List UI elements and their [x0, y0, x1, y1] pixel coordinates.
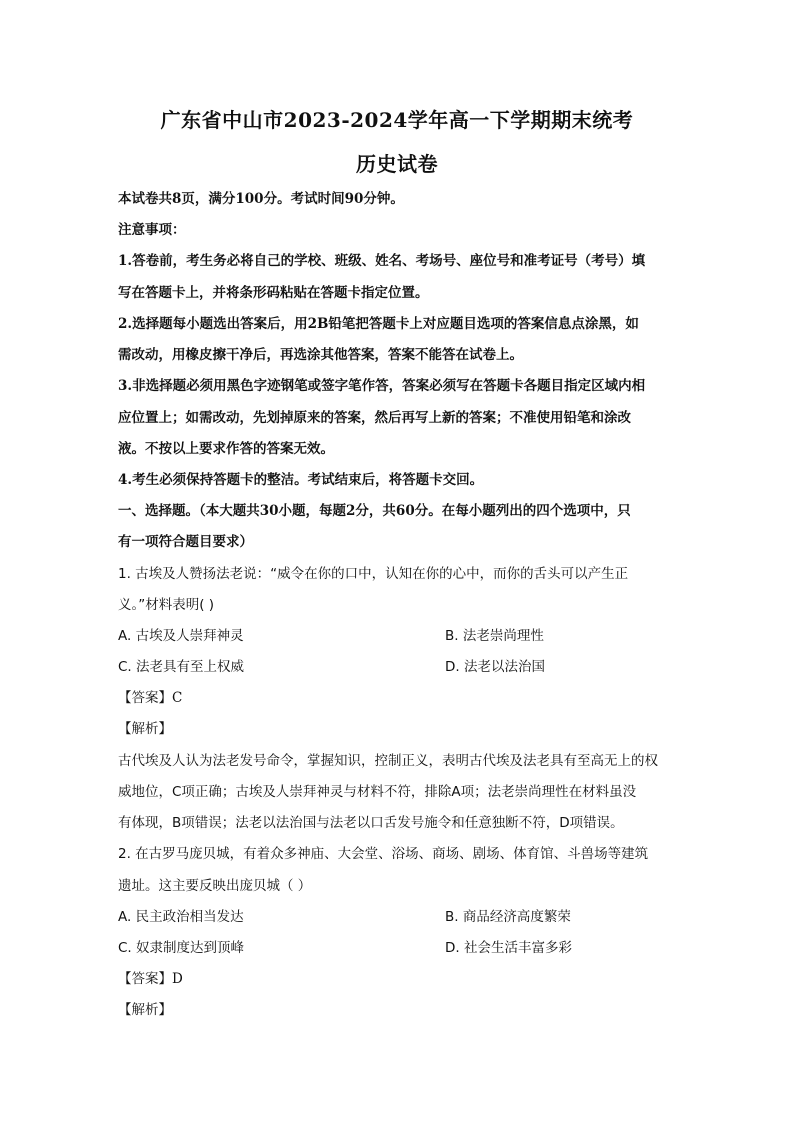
option-c: C. 法老具有至上权威 [118, 659, 245, 675]
answer-label: 【答案】D [118, 971, 183, 987]
question-stem: 1. 古埃及人赞扬法老说：“威令在你的口中，认知在你的心中，而你的舌头可以产生正 [118, 566, 629, 582]
exam-subtitle: 历史试卷 [356, 152, 438, 176]
notice-line: 1.答卷前，考生务必将自己的学校、班级、姓名、考场号、座位号和准考证号（考号）填 [118, 253, 646, 269]
option-b: B. 商品经济高度繁荣 [445, 909, 571, 925]
notice-line: 3.非选择题必须用黑色字迹钢笔或签字笔作答，答案必须写在答题卡各题目指定区域内相 [118, 378, 646, 394]
question-stem: 2. 在古罗马庞贝城，有着众多神庙、大会堂、浴场、商场、剧场、体育馆、斗兽场等建筑 [118, 846, 649, 862]
notice-line: 应位置上；如需改动，先划掉原来的答案，然后再写上新的答案；不准使用铅笔和涂改 [118, 410, 631, 426]
notice-line: 写在答题卡上，并将条形码粘贴在答题卡指定位置。 [118, 285, 429, 301]
notice-line: 2.选择题每小题选出答案后，用2B铅笔把答题卡上对应题目选项的答案信息点涂黑，如 [118, 316, 639, 332]
question-stem: 义。”材料表明( ) [118, 597, 215, 613]
notice-heading: 注意事项： [118, 222, 186, 238]
option-a: A. 民主政治相当发达 [118, 909, 244, 925]
option-d: D. 社会生活丰富多彩 [445, 940, 572, 956]
exam-info: 本试卷共8页，满分100分。考试时间90分钟。 [118, 191, 404, 207]
answer-label: 【答案】C [118, 690, 183, 706]
notice-line: 需改动，用橡皮擦干净后，再选涂其他答案，答案不能答在试卷上。 [118, 347, 523, 363]
option-d: D. 法老以法治国 [445, 659, 545, 675]
option-a: A. 古埃及人崇拜神灵 [118, 628, 244, 644]
question-stem: 遗址。这主要反映出庞贝城（ ） [118, 878, 312, 894]
analysis-label: 【解析】 [118, 721, 172, 737]
analysis-text: 威地位，C项正确；古埃及人崇拜神灵与材料不符，排除A项；法老崇尚理性在材料虽没 [118, 784, 637, 800]
section-heading: 一、选择题。（本大题共30小题，每题2分，共60分。在每小题列出的四个选项中，只 [118, 503, 631, 519]
analysis-label: 【解析】 [118, 1002, 172, 1018]
exam-title: 广东省中山市2023-2024学年高一下学期期末统考 [160, 108, 634, 132]
notice-line: 4.考生必须保持答题卡的整洁。考试结束后，将答题卡交回。 [118, 472, 484, 488]
notice-line: 液。不按以上要求作答的答案无效。 [118, 441, 334, 457]
section-heading: 有一项符合题目要求） [118, 534, 253, 550]
option-c: C. 奴隶制度达到顶峰 [118, 940, 245, 956]
analysis-text: 有体现，B项错误；法老以法治国与法老以口舌发号施令和任意独断不符，D项错误。 [118, 815, 624, 831]
option-b: B. 法老崇尚理性 [445, 628, 544, 644]
analysis-text: 古代埃及人认为法老发号命令，掌握知识，控制正义，表明古代埃及法老具有至高无上的权 [118, 753, 658, 769]
